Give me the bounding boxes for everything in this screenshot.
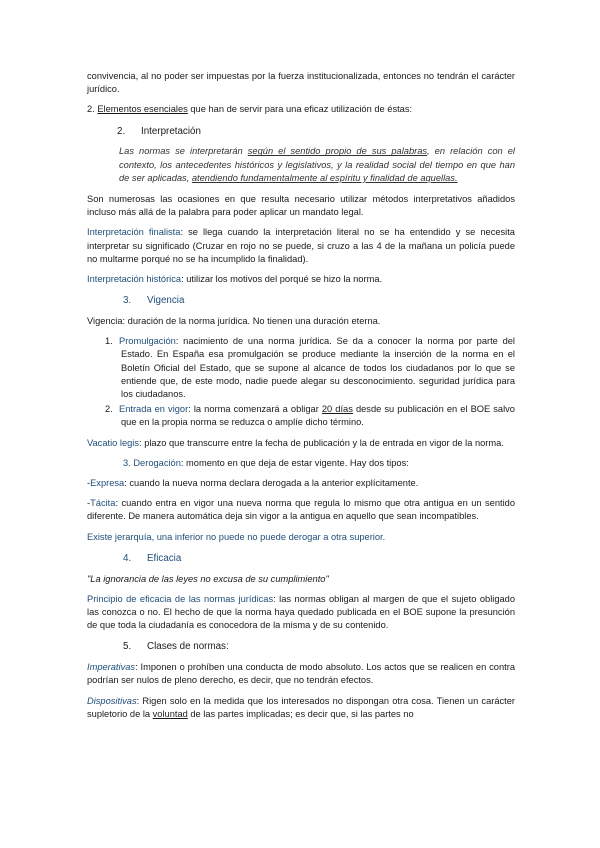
dash: -	[87, 477, 91, 488]
heading-title: Eficacia	[147, 552, 182, 564]
section-heading-clases	[123, 640, 515, 654]
section-heading-interpretacion	[117, 125, 515, 139]
term-principio-eficacia: Principio de eficacia de las normas jurídicas	[87, 593, 274, 604]
paragraph-expresa	[87, 477, 515, 490]
paragraph-jerarquia: Existe jerarquía, una inferior no puede no puede derogar a otra superior.	[87, 531, 386, 542]
list-item-entrada-en-vigor	[105, 403, 515, 429]
paragraph-finalista	[87, 226, 515, 266]
paragraph-dispositivas	[87, 695, 515, 721]
definition-text: : las normas obligan al margen de que el sujeto obligado las conozca o no. El hecho de que la norma haya quedado publicada en el BOE supone la presunción de que toda la ciudadanía es conocedora de la misma y de su contenido.	[87, 593, 516, 631]
heading-title: Clases de normas:	[147, 641, 229, 653]
list-item-elementos-esenciales	[87, 103, 515, 116]
paragraph-historica	[87, 273, 515, 286]
section-heading-vigencia	[123, 294, 515, 308]
item-text: que han de servir para una eficaz utilización de éstas:	[187, 104, 413, 115]
paragraph-tacita	[87, 497, 515, 523]
item-number: 2.	[105, 404, 113, 415]
section-heading-eficacia	[123, 552, 515, 566]
heading-title: Interpretación	[141, 125, 201, 137]
definition-text: : la norma comenzará a obligar	[188, 404, 322, 415]
underlined-term: 20 días	[321, 404, 353, 415]
term-imperativas: Imperativas	[87, 662, 136, 673]
definition-text: : cuando entra en vigor una nueva norma que regula lo mismo que otra antigua en un sentido diferente. De manera automática deja sin vigor a la antigua en aquello que sean incompatibles.	[87, 498, 515, 522]
definition-text: : se llega cuando la interpretación literal no se ha entendido y se necesita interpretar su significado (Cruzar en rojo no se puede, si cruzo a las 4 de la mañana un policía puede no multarme porqué no se ha incumplido la finalidad).	[87, 227, 515, 264]
definition-text: : nacimiento de una norma jurídica. Se da a conocer la norma por parte del Estado. En España esa promulgación se produce mediante la inserción de la norma en el Boletín Oficial del Estado, que se supone al alcance de todos los ciudadanos por lo que se entiende que, de este modo, nadie puede alegar su desconocimiento. seguridad jurídica para los ciudadanos.	[121, 336, 515, 399]
dash: -	[87, 498, 91, 509]
section-heading-derogacion	[123, 457, 515, 470]
definition-text: desde su publicación en el BOE salvo que en la propia norma se reduzca o amplíe dicho término.	[121, 404, 515, 428]
term-vacatio-legis: Vacatio legis	[87, 437, 140, 448]
quote-text: , en relación con el contexto, los antecedentes históricos y legislativos, y la realidad social del tiempo en que han de ser aplicadas,	[119, 146, 515, 183]
item-number: 1.	[105, 336, 113, 347]
term-historica: Interpretación histórica	[87, 273, 182, 284]
definition-text: : utilizar los motivos del porqué se hizo la norma.	[181, 273, 383, 284]
heading-number: 2.	[117, 125, 126, 137]
page-content	[87, 70, 515, 728]
item-underlined-term: Elementos esenciales	[97, 104, 188, 115]
heading-title: Vigencia	[147, 295, 185, 307]
definition-text: : Rigen solo en la medida que los interesados no dispongan otra cosa. Tienen un carácter supletorio de la	[87, 695, 515, 719]
paragraph-vacatio-legis	[87, 437, 515, 450]
quote-text: Las normas se interpretarán	[119, 146, 248, 157]
paragraph-vigencia: Vigencia: duración de la norma jurídica. No tienen una duración eterna.	[87, 316, 381, 327]
term-finalista: Interpretación finalista	[87, 227, 181, 238]
definition-text: : cuando la nueva norma declara derogada a la anterior explícitamente.	[124, 477, 419, 488]
quote-underlined: según el sentido propio de sus palabras	[247, 146, 428, 157]
paragraph-convivencia: convivencia, al no poder ser impuestas por la fuerza institucionalizada, entonces no tendrán el carácter jurídico.	[87, 71, 515, 95]
quote-interpretacion	[119, 145, 515, 185]
definition-text: : Imponen o prohíben una conducta de modo absoluto. Los actos que se realicen en contra podrían ser nulos de pleno derecho, es decir, que no tendrán efectos.	[87, 662, 515, 686]
paragraph-numerosas: Son numerosas las ocasiones en que resulta necesario utilizar métodos interpretativos añadidos incluso más allá de la palabra para poder aplicar un mandato legal.	[87, 194, 515, 218]
quote-ignorancia: "La ignorancia de las leyes no excusa de su cumplimiento"	[87, 573, 329, 584]
term-promulgacion: Promulgación	[119, 336, 176, 347]
underlined-term: voluntad	[152, 708, 188, 719]
heading-number: 5.	[123, 641, 132, 653]
quote-underlined: atendiendo fundamentalmente al espíritu y finalidad de aquellas.	[191, 172, 458, 183]
heading-title: 3. Derogación	[123, 457, 181, 468]
definition-text: : plazo que transcurre entre la fecha de publicación y la de entrada en vigor de la norma.	[139, 437, 504, 448]
heading-number: 3.	[123, 295, 132, 307]
paragraph-imperativas	[87, 661, 515, 687]
term-dispositivas: Dispositivas	[87, 695, 137, 706]
definition-text: de las partes implicadas; es decir que, si las partes no	[187, 708, 414, 719]
item-number: 2.	[87, 104, 95, 115]
term-expresa: Expresa	[90, 477, 125, 488]
term-tacita: Tácita	[90, 498, 116, 509]
term-entrada-en-vigor: Entrada en vigor	[119, 404, 189, 415]
list-item-promulgacion	[105, 335, 515, 401]
definition-text: : momento en que deja de estar vigente. Hay dos tipos:	[180, 457, 409, 468]
paragraph-principio-eficacia	[87, 593, 515, 633]
vigencia-list	[87, 335, 515, 429]
heading-number: 4.	[123, 552, 132, 564]
